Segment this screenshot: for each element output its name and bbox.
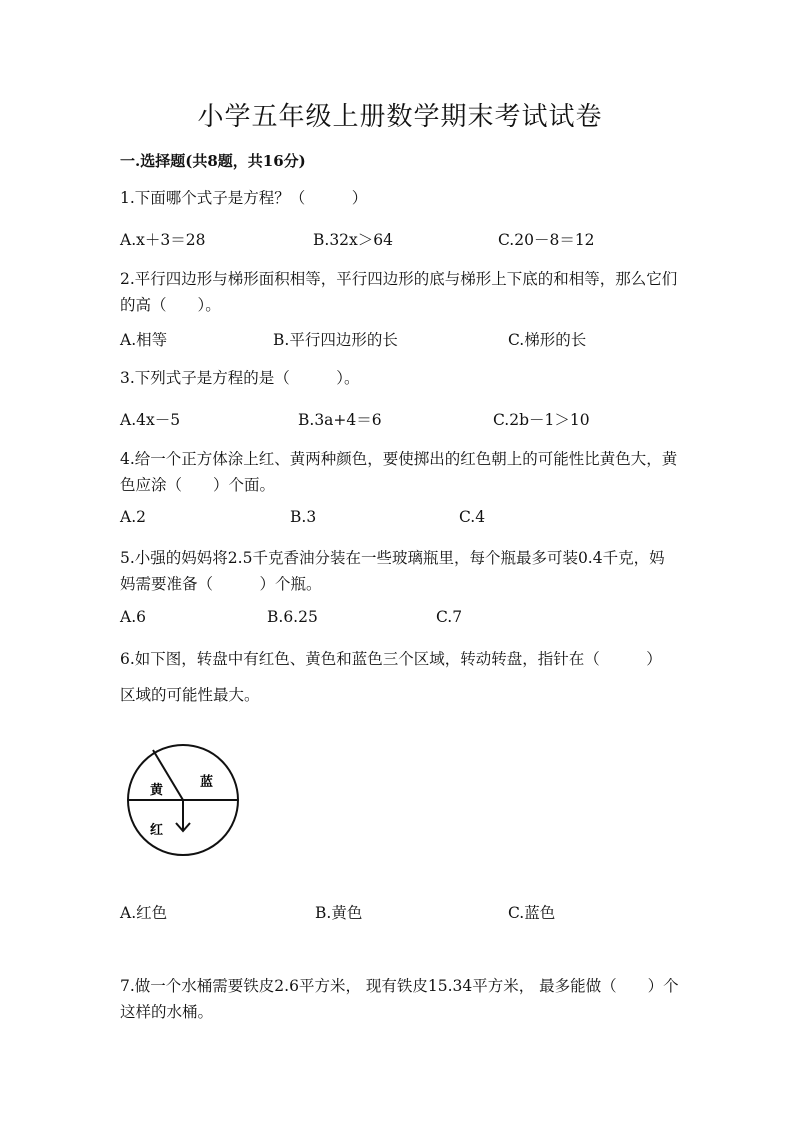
question-2: 2.平行四边形与梯形面积相等，平行四边形的底与梯形上下底的和相等，那么它们的高（ ）。	[120, 270, 678, 314]
q1-option-c[interactable]: C.20－8＝12	[498, 231, 595, 249]
q5-option-c[interactable]: C.7	[436, 608, 463, 626]
q2-option-c[interactable]: C.梯形的长	[508, 331, 587, 349]
spinner-figure	[126, 742, 242, 858]
question-6-continued: 区域的可能性最大。	[120, 686, 260, 704]
question-6: 6.如下图，转盘中有红色、黄色和蓝色三个区域，转动转盘，指针在（ ）	[120, 650, 662, 668]
q1-option-b[interactable]: B.32x＞64	[313, 231, 394, 249]
spinner-label-red: 红	[150, 823, 164, 838]
q3-option-b[interactable]: B.3a+4＝6	[298, 411, 382, 429]
q3-option-c[interactable]: C.2b－1＞10	[493, 411, 590, 429]
q5-option-b[interactable]: B.6.25	[267, 608, 318, 626]
question-4: 4.给一个正方体涂上红、黄两种颜色，要使掷出的红色朝上的可能性比黄色大，黄色应涂（ ）个面。	[120, 450, 678, 494]
question-7: 7.做一个水桶需要铁皮2.6平方米， 现有铁皮15.34平方米， 最多能做（ ）个这样的水桶。	[120, 977, 679, 1021]
q6-option-c[interactable]: C.蓝色	[508, 904, 556, 922]
question-5: 5.小强的妈妈将2.5千克香油分装在一些玻璃瓶里，每个瓶最多可装0.4千克，妈妈需要准备（ ）个瓶。	[120, 549, 665, 593]
spinner-label-yellow: 黄	[150, 783, 164, 798]
section-heading: 一.选择题(共8题，共16分)	[120, 152, 306, 170]
q6-option-a[interactable]: A.红色	[120, 904, 168, 922]
q1-option-a[interactable]: A.x＋3＝28	[120, 231, 206, 249]
q6-option-b[interactable]: B.黄色	[315, 904, 363, 922]
q4-option-b[interactable]: B.3	[290, 508, 317, 526]
q2-option-b[interactable]: B.平行四边形的长	[273, 331, 398, 349]
page-title: 小学五年级上册数学期末考试试卷	[197, 102, 603, 132]
q2-option-a[interactable]: A.相等	[120, 331, 168, 349]
q4-option-c[interactable]: C.4	[459, 508, 486, 526]
q3-option-a[interactable]: A.4x－5	[120, 411, 181, 429]
question-1: 1.下面哪个式子是方程？（ ）	[120, 189, 368, 207]
question-3: 3.下列式子是方程的是（ ）。	[120, 369, 360, 387]
spinner-label-blue: 蓝	[200, 775, 214, 790]
q4-option-a[interactable]: A.2	[120, 508, 146, 526]
q5-option-a[interactable]: A.6	[120, 608, 146, 626]
